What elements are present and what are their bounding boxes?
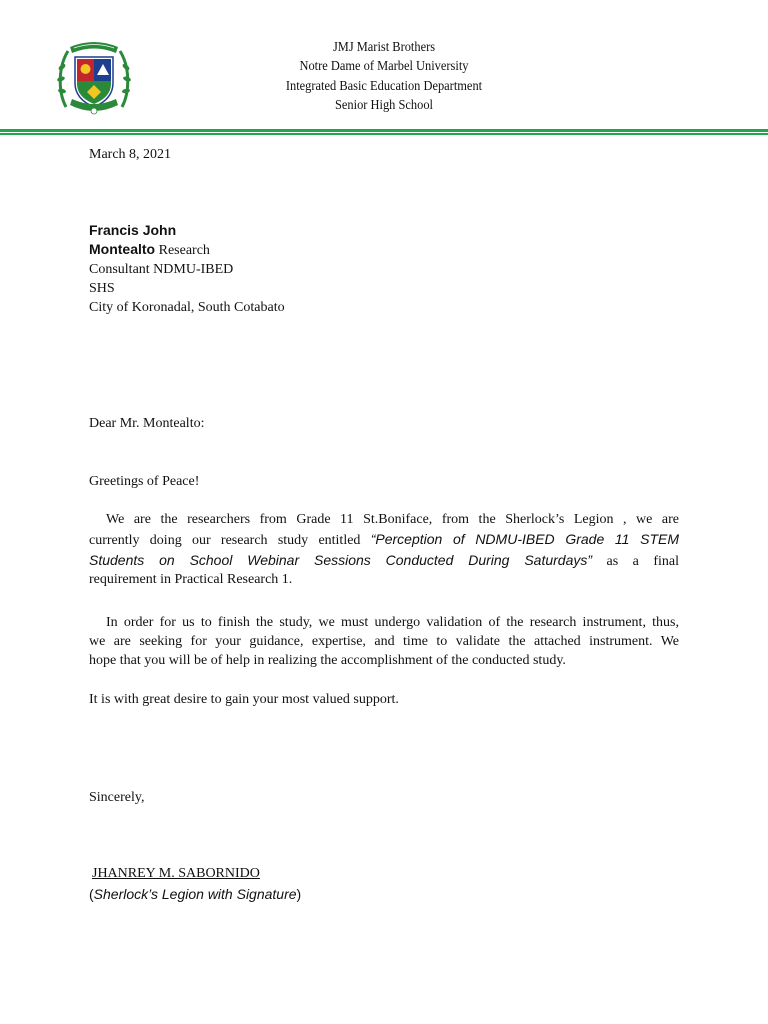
header-rule-top	[0, 129, 768, 132]
closing-sentence: It is with great desire to gain your most valued support.	[89, 692, 399, 707]
recipient-title-part1: Research	[158, 243, 210, 258]
letterhead-org: JMJ Marist Brothers	[332, 39, 436, 54]
paragraph-1-line-3	[89, 551, 679, 572]
paragraph-1-line-2	[89, 530, 679, 551]
paragraph-1-line-1: We are the researchers from Grade 11 St.Boniface, from the Sherlock’s Legion , we are	[106, 512, 679, 527]
recipient-title-part2: Consultant NDMU-IBED	[89, 262, 234, 277]
salutation: Dear Mr. Montealto:	[89, 416, 205, 431]
signatory-name-row	[92, 864, 260, 884]
school-seal-logo	[56, 37, 132, 117]
body-paragraph-2	[89, 614, 679, 670]
signatory-note	[89, 885, 301, 905]
signatory-note-paren-close: )	[296, 886, 302, 902]
signatory-note-text: Sherlock’s Legion with Signature	[93, 886, 297, 902]
recipient-name-last-row	[89, 240, 210, 261]
letterhead-school: Senior High School	[335, 97, 433, 113]
body-paragraph-1	[89, 511, 679, 590]
header-rule-bottom	[0, 133, 768, 135]
greeting: Greetings of Peace!	[89, 474, 200, 489]
study-title-part-2: Students on School Webinar Sessions Conducted During Saturdays”	[89, 551, 593, 568]
letterhead	[244, 37, 524, 115]
recipient-dept: SHS	[89, 281, 115, 296]
recipient-name-line2: Montealto	[89, 241, 156, 257]
signatory-note-paren-open: (	[89, 886, 94, 902]
letter-date: March 8, 2021	[89, 147, 172, 162]
complimentary-close: Sincerely,	[89, 790, 145, 805]
recipient-name-first	[89, 221, 176, 242]
study-title-part-1: “Perception of NDMU-IBED Grade 11 STEM	[370, 530, 679, 547]
paragraph-1-line-2-text: currently doing our research study entitled	[89, 532, 371, 548]
recipient-address: City of Koronadal, South Cotabato	[89, 300, 285, 315]
letterhead-department: Integrated Basic Education Department	[285, 77, 483, 93]
paragraph-1-line-4: requirement in Practical Research 1.	[89, 572, 293, 588]
paragraph-2-line-3: hope that you will be of help in realizing the accomplishment of the conducted study.	[89, 652, 566, 668]
paragraph-2-line-1: In order for us to finish the study, we must undergo validation of the research instrument, thus,	[106, 615, 679, 630]
paragraph-2-line-2: we are seeking for your guidance, expertise, and time to validate the attached instrument. We	[89, 633, 679, 649]
letterhead-university: Notre Dame of Marbel University	[299, 58, 469, 74]
recipient-name-line1: Francis John	[89, 222, 177, 238]
signatory-name: JHANREY M. SABORNIDO	[92, 866, 260, 881]
paragraph-1-line-3-text: as a final	[592, 553, 680, 569]
